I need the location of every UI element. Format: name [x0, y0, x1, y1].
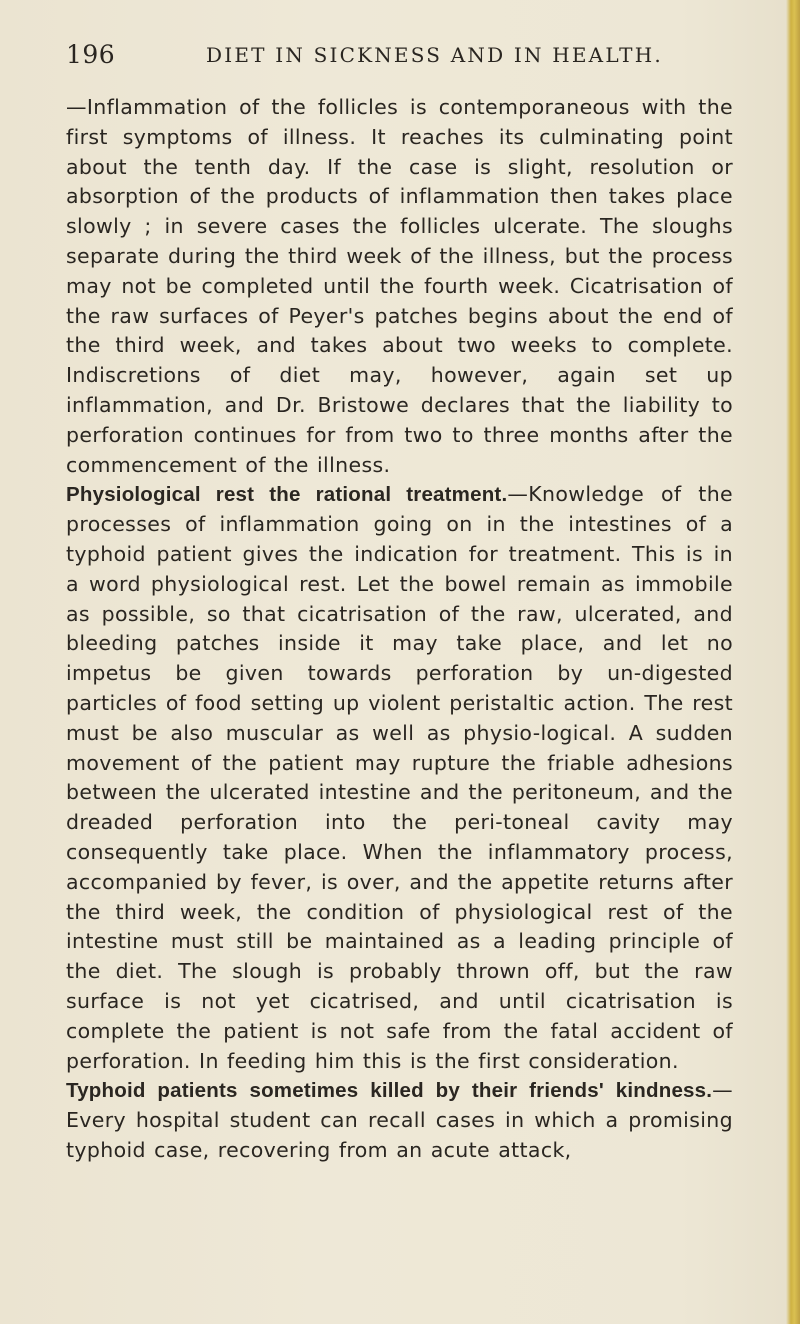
paragraph-heading: Typhoid patients sometimes killed by their friends' kindness. [66, 1079, 713, 1103]
paragraph-heading: Physiological rest the rational treatment. [66, 483, 508, 507]
paragraph-text: —Every hospital student can recall cases in which a promising typhoid case, recovering from an acute attack, [66, 1078, 733, 1162]
paragraph-inflammation [66, 93, 733, 480]
paragraph-friends-kindness [66, 1076, 733, 1165]
page-edge [786, 0, 800, 1324]
body-text [66, 93, 733, 1166]
page-header [66, 40, 766, 80]
page-number: 196 [66, 40, 116, 69]
running-head: DIET IN SICKNESS AND IN HEALTH. [206, 43, 663, 67]
paragraph-text: —Inflammation of the follicles is contemporaneous with the first symptoms of illness. It reaches its culminating point about the tenth day. If the case is slight, resolution or absorption of the products of inflammation then takes place slowly ; in severe cases the follicles ulcerate. The sloughs separate during the third week of the illness, but the process may not be completed until the fourth week. Cicatrisation of the raw surfaces of Peyer's patches begins about the end of the third week, and takes about two weeks to complete. Indiscretions of diet may, however, again set up inflammation, and Dr. Bristowe declares that the liability to perforation continues for from two to three months after the commencement of the illness. [66, 95, 733, 477]
paragraph-physiological-rest [66, 480, 733, 1076]
paragraph-text: —Knowledge of the processes of inflammation going on in the intestines of a typhoid patient gives the indication for treatment. This is in a word physiological rest. Let the bowel remain as immobile as possible, so that cicatrisation of the raw, ulcerated, and bleeding patches inside it may take place, and let no impetus be given towards perforation by un-digested particles of food setting up violent peristaltic action. The rest must be also muscular as well as physio-logical. A sudden movement of the patient may rupture the friable adhesions between the ulcerated intestine and the peritoneum, and the dreaded perforation into the peri-toneal cavity may consequently take place. When the inflammatory process, accompanied by fever, is over, and the appetite returns after the third week, the condition of physiological rest of the intestine must still be maintained as a leading principle of the diet. The slough is probably thrown off, but the raw surface is not yet cicatrised, and until cicatrisation is complete the patient is not safe from the fatal accident of perforation. In feeding him this is the first consideration. [66, 482, 733, 1073]
